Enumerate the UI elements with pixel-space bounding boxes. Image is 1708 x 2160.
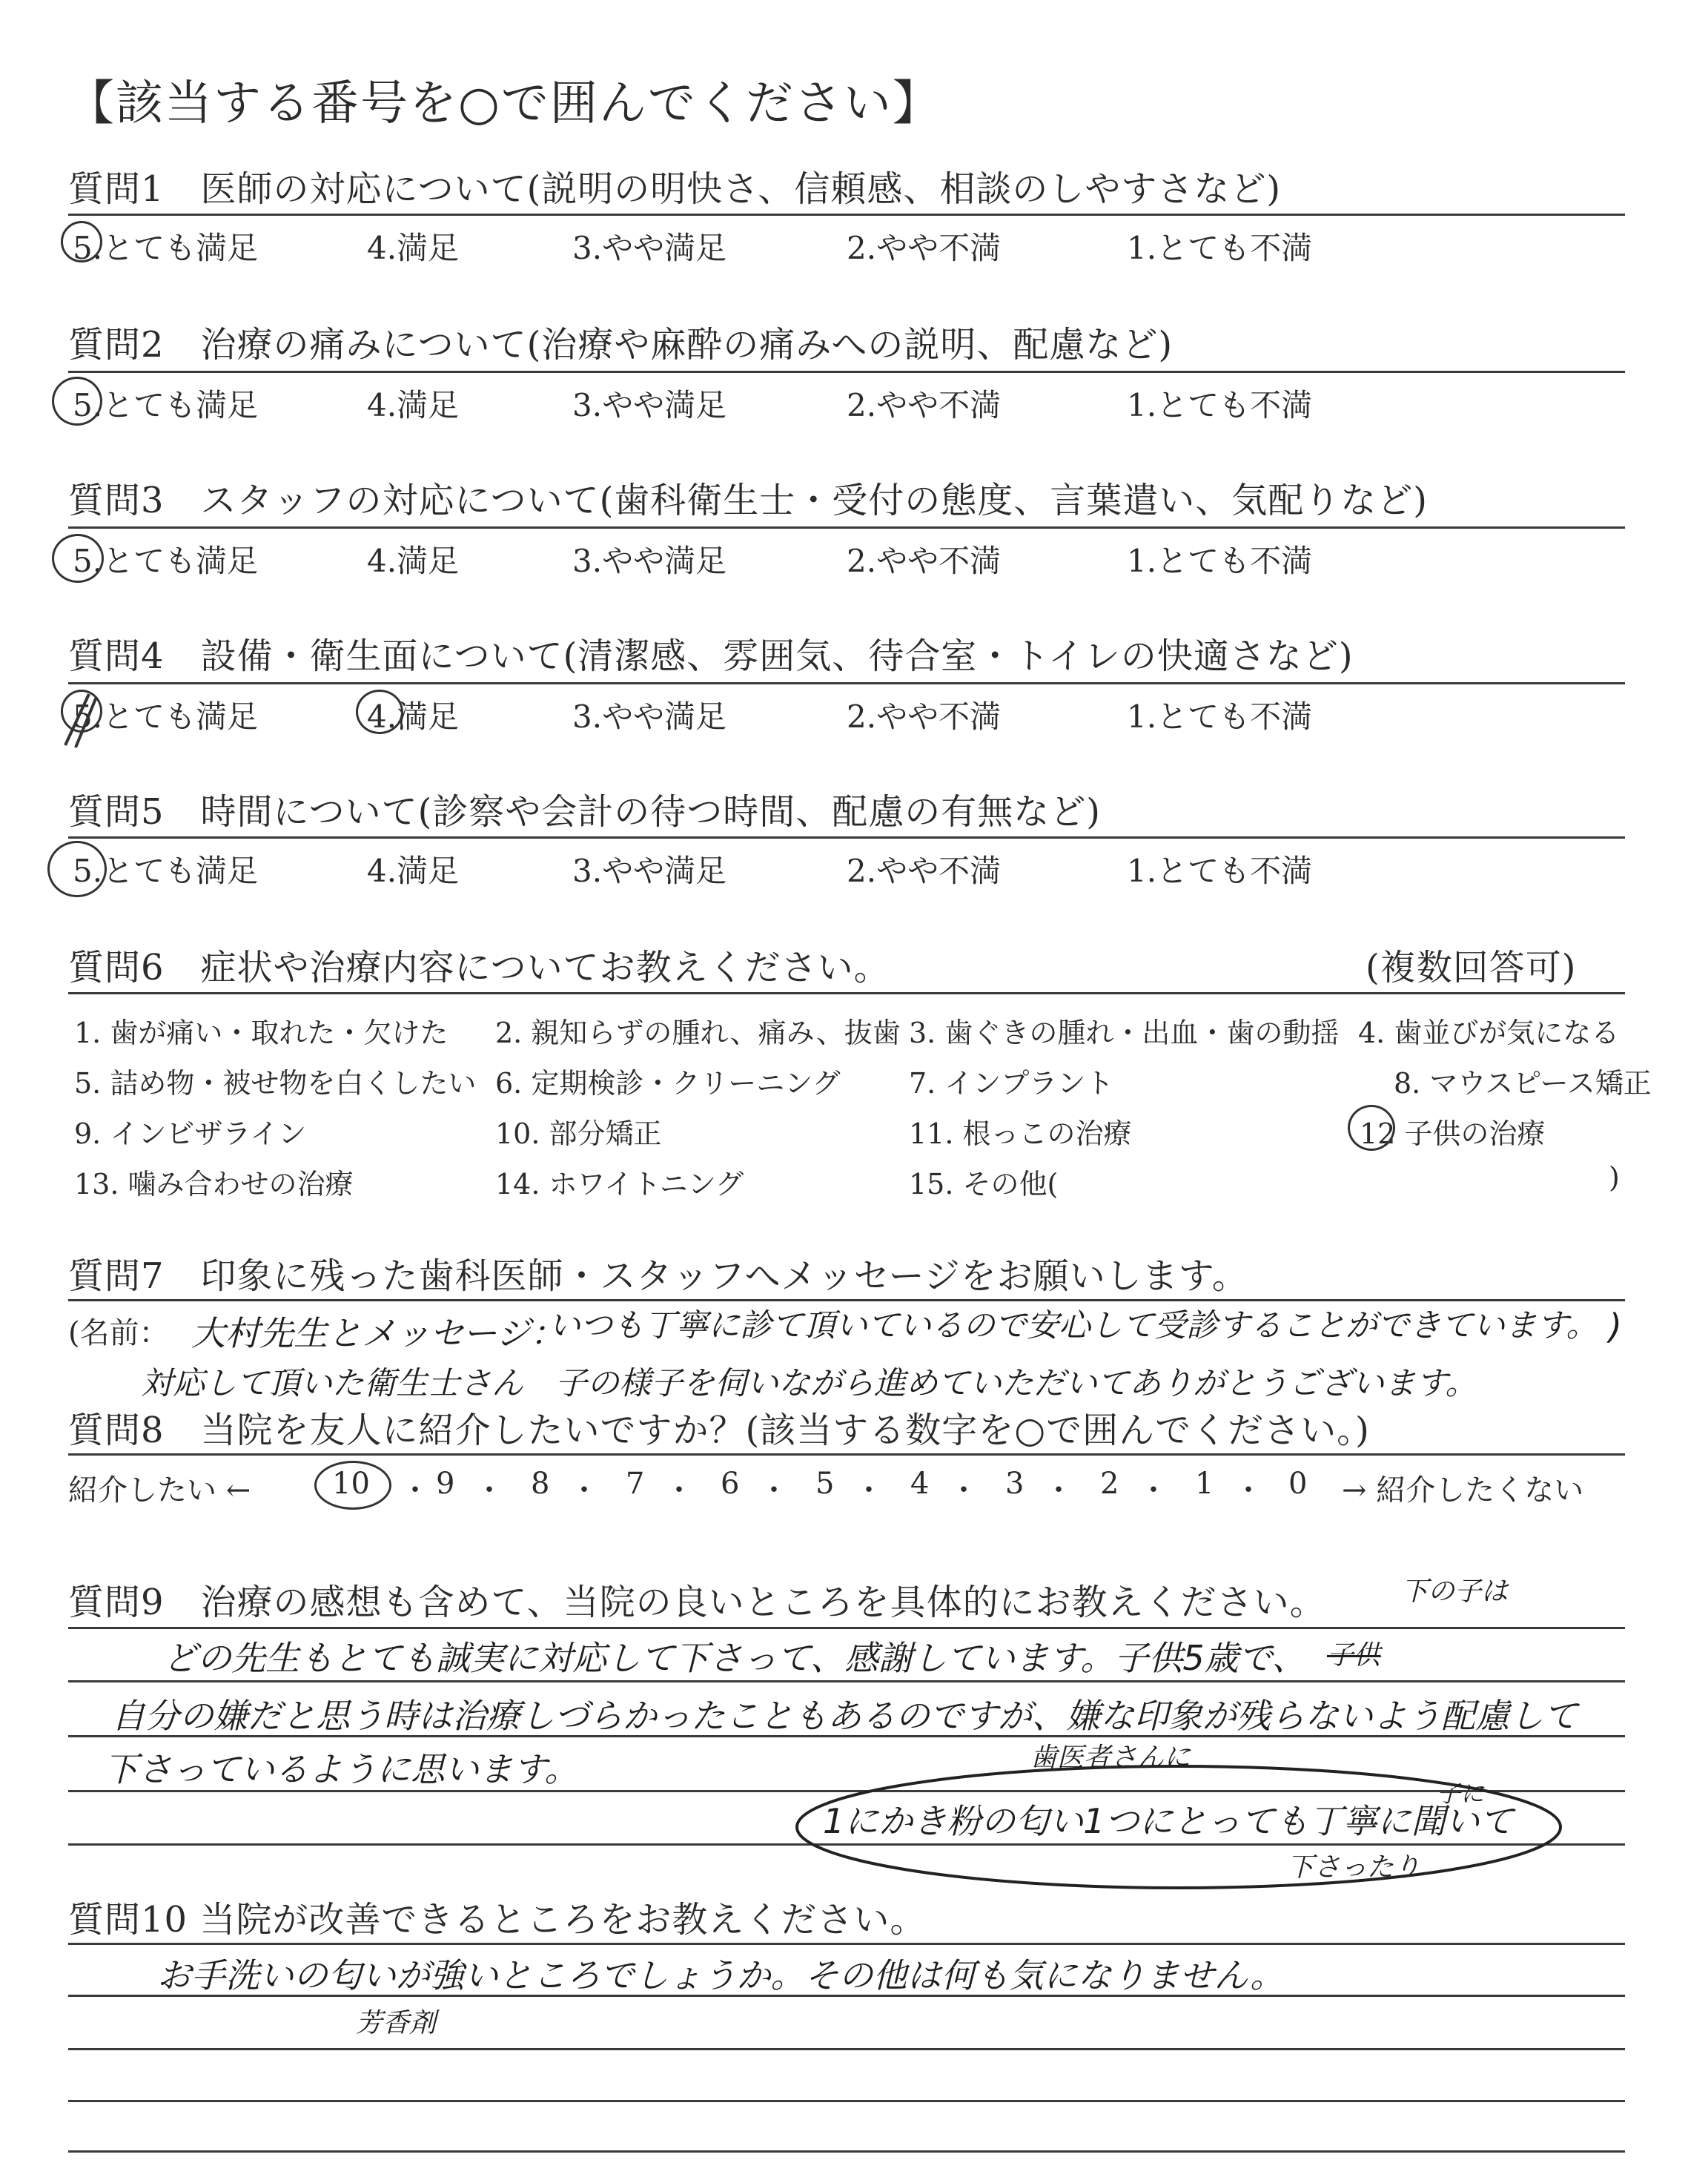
q10-rule-3	[68, 2048, 1625, 2050]
q1-option-3[interactable]: 3.やや満足	[572, 230, 727, 266]
q9-bubble-after[interactable]: 下さったり	[1287, 1852, 1421, 1883]
q8-dot: ・	[1139, 1473, 1168, 1507]
q9-insert-top[interactable]: 下の子は	[1401, 1576, 1509, 1607]
q7-close-paren: )	[1609, 1307, 1622, 1347]
q9-rule-1	[68, 1627, 1625, 1629]
q1-option-5[interactable]: 5.とても満足	[73, 230, 259, 266]
q8-dot: ・	[400, 1473, 430, 1507]
q3-option-5[interactable]: 5.とても満足	[73, 543, 259, 579]
q8-scale-4[interactable]: 4	[910, 1467, 930, 1501]
q2-option-5[interactable]: 5.とても満足	[73, 387, 259, 423]
q5-title: 質問5 時間について(診察や会計の待つ時間、配慮の有無など)	[68, 791, 1102, 833]
q3-option-3[interactable]: 3.やや満足	[572, 543, 727, 579]
q8-dot: ・	[474, 1473, 504, 1507]
q4-selection-circle	[356, 690, 403, 734]
q1-option-1[interactable]: 1.とても不満	[1127, 230, 1313, 266]
q7-title: 質問7 印象に残った歯科医師・スタッフへメッセージをお願いします。	[68, 1255, 1248, 1297]
q2-option-4[interactable]: 4.満足	[367, 387, 460, 423]
q6-rule	[68, 992, 1625, 994]
q6-item-11[interactable]: 11. 根っこの治療	[909, 1117, 1132, 1150]
q1-rule	[68, 214, 1625, 216]
q6-item-2[interactable]: 2. 親知らずの腫れ、痛み、抜歯	[495, 1017, 901, 1049]
q1-selection-circle	[61, 221, 102, 262]
q3-option-1[interactable]: 1.とても不満	[1127, 543, 1313, 579]
q6-item-4[interactable]: 4. 歯並びが気になる	[1358, 1017, 1620, 1049]
q2-rule	[68, 371, 1625, 373]
q2-option-3[interactable]: 3.やや満足	[572, 387, 727, 423]
q8-scale-0[interactable]: 0	[1288, 1467, 1308, 1501]
q5-option-1[interactable]: 1.とても不満	[1127, 853, 1313, 889]
q6-item-15[interactable]: 15. その他(	[909, 1168, 1059, 1200]
q7-message-line1[interactable]: いつも丁寧に診て頂いているので安心して受診することができています。	[549, 1307, 1598, 1344]
q9-struck-word: 子供	[1327, 1640, 1381, 1671]
q2-title: 質問2 治療の痛みについて(治療や麻酔の痛みへの説明、配慮など)	[68, 324, 1174, 366]
q1-option-4[interactable]: 4.満足	[367, 230, 460, 266]
q6-item-5[interactable]: 5. 詰め物・被せ物を白くしたい	[74, 1067, 477, 1100]
q6-note: (複数回答可)	[1366, 947, 1577, 988]
q7-name-value[interactable]: 大村先生とメッセージ：	[191, 1313, 565, 1353]
q9-line3[interactable]: 下さっているように思います。	[104, 1749, 579, 1789]
q8-scale-10[interactable]: 10	[332, 1467, 370, 1501]
q3-rule	[68, 526, 1625, 529]
q10-rule-4	[68, 2100, 1625, 2102]
q8-dot: ・	[664, 1473, 694, 1507]
q3-title: 質問3 スタッフの対応について(歯科衛生士・受付の態度、言葉遣い、気配りなど)	[68, 480, 1429, 521]
q3-option-4[interactable]: 4.満足	[367, 543, 460, 579]
q10-rule-1	[68, 1943, 1625, 1945]
q8-scale-6[interactable]: 6	[721, 1467, 740, 1501]
q9-rule-2	[68, 1680, 1625, 1682]
q6-item-9[interactable]: 9. インビザライン	[74, 1117, 307, 1150]
q6-item-13[interactable]: 13. 噛み合わせの治療	[74, 1168, 354, 1200]
q4-title: 質問4 設備・衛生面について(清潔感、雰囲気、待合室・トイレの快適さなど)	[68, 635, 1354, 677]
q8-dot: ・	[569, 1473, 599, 1507]
q5-option-4[interactable]: 4.満足	[367, 853, 460, 889]
q9-line1[interactable]: どの先生もとても誠実に対応して下さって、感謝しています。子供5歳で、	[163, 1638, 1306, 1678]
q8-dot: ・	[1234, 1473, 1263, 1507]
q9-bubble-text[interactable]: 1にかき粉の匂い1つにとっても丁寧に聞いて	[823, 1801, 1514, 1841]
q8-scale-9[interactable]: 9	[436, 1467, 455, 1501]
q6-item-1[interactable]: 1. 歯が痛い・取れた・欠けた	[74, 1017, 448, 1049]
q5-option-2[interactable]: 2.やや不満	[847, 853, 1002, 889]
q6-selection-circle	[1348, 1105, 1395, 1151]
q2-selection-circle	[52, 377, 102, 426]
q8-dot: ・	[949, 1473, 979, 1507]
q8-left-label: 紹介したい ←	[68, 1473, 251, 1507]
q8-dot: ・	[854, 1473, 884, 1507]
q4-rule	[68, 682, 1625, 684]
q6-item-6[interactable]: 6. 定期検診・クリーニング	[495, 1067, 841, 1100]
q5-selection-circle	[47, 841, 107, 897]
q5-rule	[68, 836, 1625, 839]
q8-scale-1[interactable]: 1	[1195, 1467, 1214, 1501]
q8-scale-5[interactable]: 5	[815, 1467, 835, 1501]
q9-line2[interactable]: 自分の嫌だと思う時は治療しづらかったこともあるのですが、嫌な印象が残らないよう配慮して	[111, 1696, 1578, 1736]
q4-option-3[interactable]: 3.やや満足	[572, 698, 727, 735]
q10-insert[interactable]: 芳香剤	[356, 2008, 437, 2038]
q4-option-5[interactable]: 5.とても満足	[73, 698, 259, 735]
q3-selection-circle	[52, 534, 104, 583]
q10-rule-2	[68, 1995, 1625, 1997]
q10-title: 質問10 当院が改善できるところをお教えください。	[68, 1899, 927, 1941]
q10-rule-5	[68, 2150, 1625, 2153]
q4-strike-marks	[58, 690, 102, 749]
q6-item-7[interactable]: 7. インプラント	[909, 1067, 1114, 1100]
q6-title: 質問6 症状や治療内容についてお教えください。	[68, 947, 890, 988]
page-heading: 【該当する番号を○で囲んでください】	[67, 76, 941, 131]
q1-option-2[interactable]: 2.やや不満	[847, 230, 1002, 266]
q6-item-8[interactable]: 8. マウスピース矯正	[1394, 1067, 1652, 1100]
q8-scale-2[interactable]: 2	[1100, 1467, 1119, 1501]
q6-item-14[interactable]: 14. ホワイトニング	[495, 1168, 744, 1200]
q8-dot: ・	[1044, 1473, 1073, 1507]
q6-item-15-close: )	[1609, 1161, 1620, 1194]
q7-message-line2[interactable]: 対応して頂いた衛生士さん 子の様子を伺いながら進めていただいてありがとうございます。	[141, 1365, 1477, 1402]
q2-option-2[interactable]: 2.やや不満	[847, 387, 1002, 423]
q8-dot: ・	[759, 1473, 789, 1507]
q4-option-4[interactable]: 4.満足	[367, 698, 460, 735]
q5-option-3[interactable]: 3.やや満足	[572, 853, 727, 889]
q8-scale-8[interactable]: 8	[531, 1467, 550, 1501]
q7-name-label: (名前：	[68, 1316, 169, 1350]
q8-title: 質問8 当院を友人に紹介したいですか？(該当する数字を○で囲んでください。)	[68, 1410, 1370, 1451]
q1-title: 質問1 医師の対応について(説明の明快さ、信頼感、相談のしやすさなど)	[68, 168, 1282, 210]
q4-option-1[interactable]: 1.とても不満	[1127, 698, 1313, 735]
q5-option-5[interactable]: 5.とても満足	[73, 853, 259, 889]
q8-scale-3[interactable]: 3	[1005, 1467, 1025, 1501]
q8-selection-circle	[314, 1461, 391, 1510]
q9-rule-3	[68, 1735, 1625, 1737]
q10-line1[interactable]: お手洗いの匂いが強いところでしょうか。その他は何も気になりません。	[157, 1955, 1285, 1995]
q6-item-3[interactable]: 3. 歯ぐきの腫れ・出血・歯の動揺	[909, 1017, 1340, 1049]
q9-title: 質問9 治療の感想も含めて、当院の良いところを具体的にお教えください。	[68, 1582, 1326, 1623]
q9-bubble-outline	[786, 1756, 1572, 1904]
q9-insert-child[interactable]: 子に	[1437, 1780, 1485, 1808]
q8-scale-7[interactable]: 7	[626, 1467, 645, 1501]
q2-option-1[interactable]: 1.とても不満	[1127, 387, 1313, 423]
q6-item-12[interactable]: 12 子供の治療	[1360, 1117, 1546, 1150]
q8-rule	[68, 1453, 1625, 1456]
q8-right-label: → 紹介したくない	[1342, 1473, 1584, 1507]
q4-option-2[interactable]: 2.やや不満	[847, 698, 1002, 735]
q3-option-2[interactable]: 2.やや不満	[847, 543, 1002, 579]
q9-insert-mid[interactable]: 歯医者さんに	[1030, 1743, 1191, 1773]
q6-item-10[interactable]: 10. 部分矯正	[495, 1117, 662, 1150]
